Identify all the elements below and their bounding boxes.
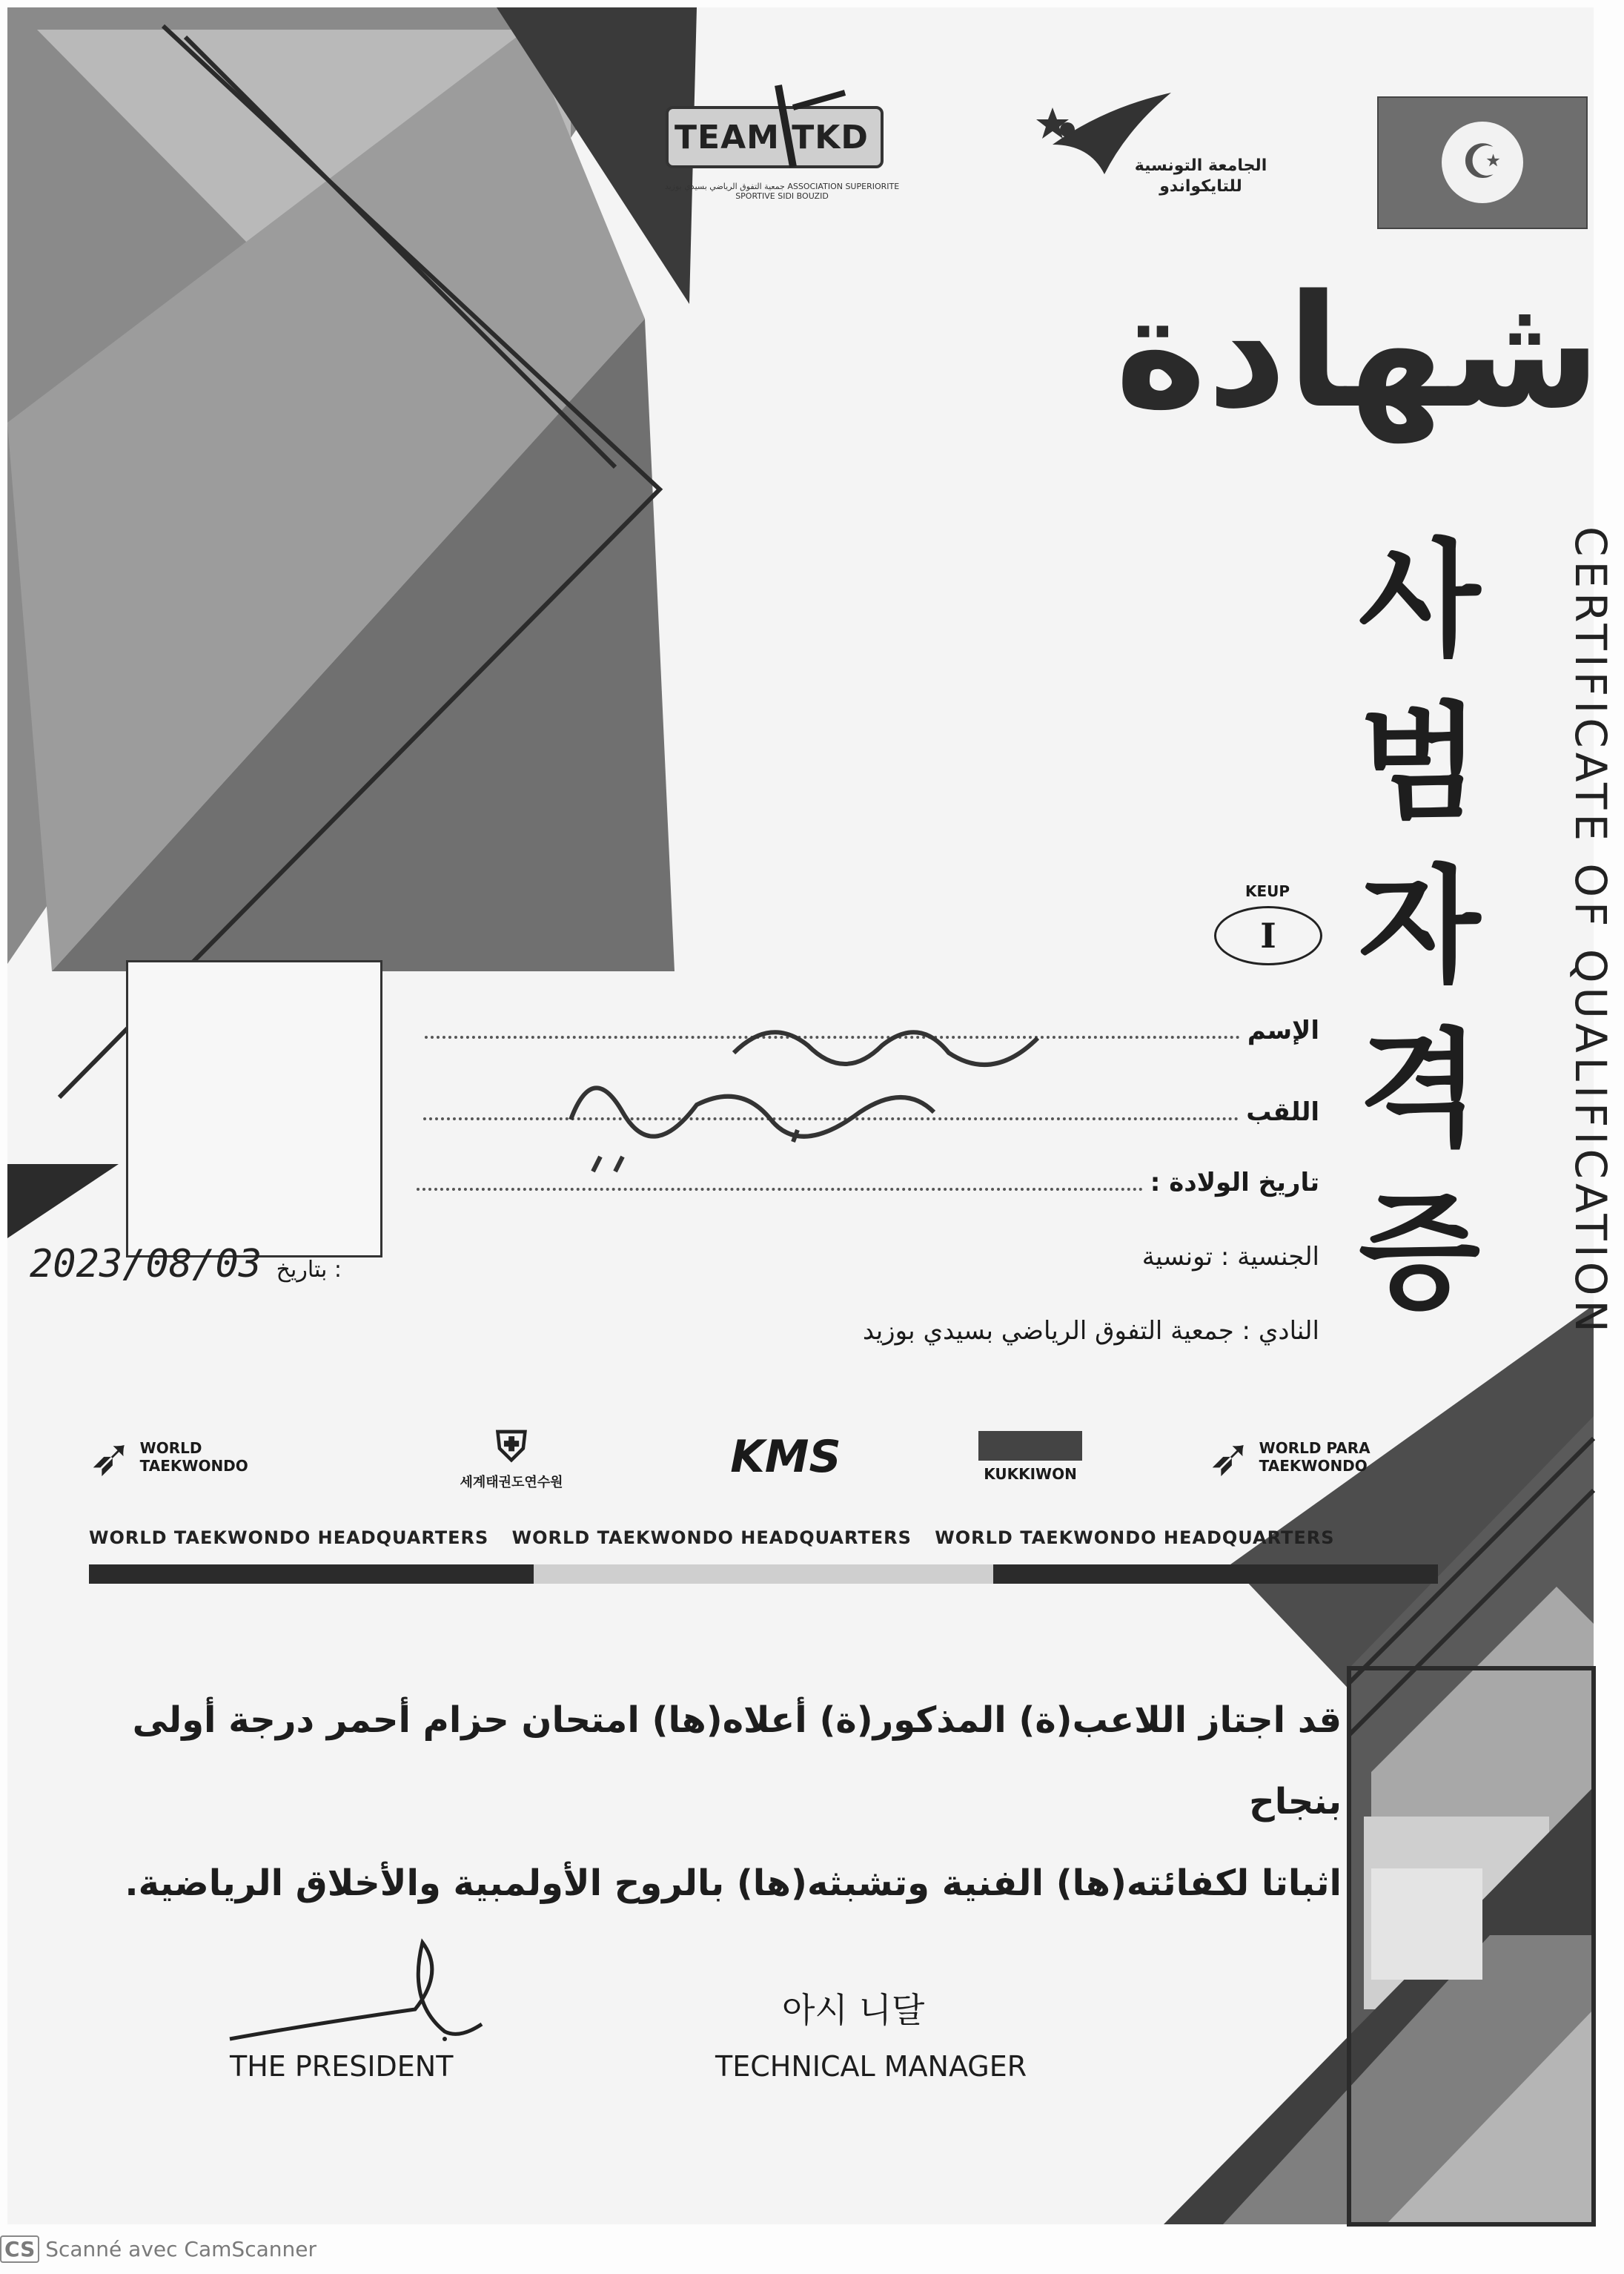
certificate-body (89, 1679, 1342, 1924)
world-taekwondo-logo (89, 1409, 311, 1505)
team-logo-text: TEAM TKD (675, 119, 869, 156)
kukkiwon-emblem-icon (978, 1431, 1082, 1461)
kukkiwon-logo (949, 1409, 1112, 1505)
headquarters-label: WORLD TAEKWONDO HEADQUARTERS (511, 1527, 912, 1548)
birth-label: تاريخ الولادة : (1150, 1168, 1319, 1197)
world-taekwondo-text: WORLD TAEKWONDO (139, 1439, 248, 1475)
title-korean: 사범자격증 (1358, 527, 1481, 1326)
president-signature (222, 1928, 497, 2054)
name-label: الإسم (1247, 1016, 1319, 1045)
federation-logo (1038, 78, 1282, 234)
tunisia-flag (1377, 96, 1588, 229)
team-logo-subtitle: جمعية التفوق الرياضي بسيدي بوزيد ASSOCIATION SUPERIORITE SPORTIVE SIDI BOUZID (664, 182, 900, 201)
date-label: بتاريخ : (276, 1257, 342, 1283)
kms-logo: KMS (730, 1431, 841, 1483)
body-line-2: اثباتا لكفائته(ها) الفنية وتشبثه(ها) بالروح الأولمبية والأخلاق الرياضية. (125, 1863, 1342, 1904)
wta-name: 세계태권도연수원 (460, 1475, 563, 1490)
certificate-page (7, 7, 1616, 2224)
taekwondo-swoosh-icon: ➶ (89, 1427, 133, 1487)
federation-name: الجامعة التونسية للتايكواندو (1134, 156, 1267, 196)
wta-shield-icon: ⛨ (496, 1423, 527, 1471)
president-label: THE PRESIDENT (230, 2050, 454, 2083)
scanner-text: Scanné avec CamScanner (45, 2237, 316, 2261)
club-field: النادي : جمعية التفوق الرياضي بسيدي بوزيد (862, 1316, 1319, 1346)
scanner-footer (0, 2235, 445, 2263)
team-tkd-logo (645, 78, 912, 234)
handwriting-scribble (548, 971, 1216, 1194)
world-para-taekwondo-logo (1208, 1409, 1460, 1505)
body-line-1: قد اجتاز اللاعب(ة) المذكور(ة) أعلاه(ها) امتحان حزام أحمر درجة أولى بنجاح (132, 1699, 1342, 1822)
title-english: CERTIFICATE OF QUALIFICATION (1565, 526, 1616, 1337)
date-value: 2023/08/03 (30, 1242, 262, 1286)
manager-label: TECHNICAL MANAGER (715, 2050, 1027, 2083)
keup-badge (1208, 882, 1327, 968)
wta-logo (415, 1409, 608, 1505)
title-arabic: شهادة (1115, 261, 1601, 443)
nationality-field: الجنسية : تونسية (1141, 1242, 1319, 1272)
keup-label: KEUP (1244, 882, 1290, 900)
headquarters-row (89, 1527, 1468, 1548)
headquarters-label: WORLD TAEKWONDO HEADQUARTERS (935, 1527, 1335, 1548)
kukkiwon-text: KUKKIWON (984, 1465, 1077, 1483)
headquarters-bar-light (534, 1564, 993, 1584)
world-para-taekwondo-text: WORLD PARA TAEKWONDO (1259, 1439, 1371, 1475)
flag-crescent-icon: ☪ (1442, 122, 1523, 203)
organization-logos (89, 1409, 1460, 1505)
keup-value: I (1214, 906, 1322, 965)
date-row (30, 1242, 415, 1286)
manager-name: 아시 니달 (782, 1990, 925, 2030)
headquarters-label: WORLD TAEKWONDO HEADQUARTERS (89, 1527, 489, 1548)
camscanner-icon: CS (0, 2235, 39, 2263)
para-taekwondo-swoosh-icon: ➶ (1208, 1427, 1252, 1487)
surname-label: اللقب (1246, 1097, 1319, 1127)
